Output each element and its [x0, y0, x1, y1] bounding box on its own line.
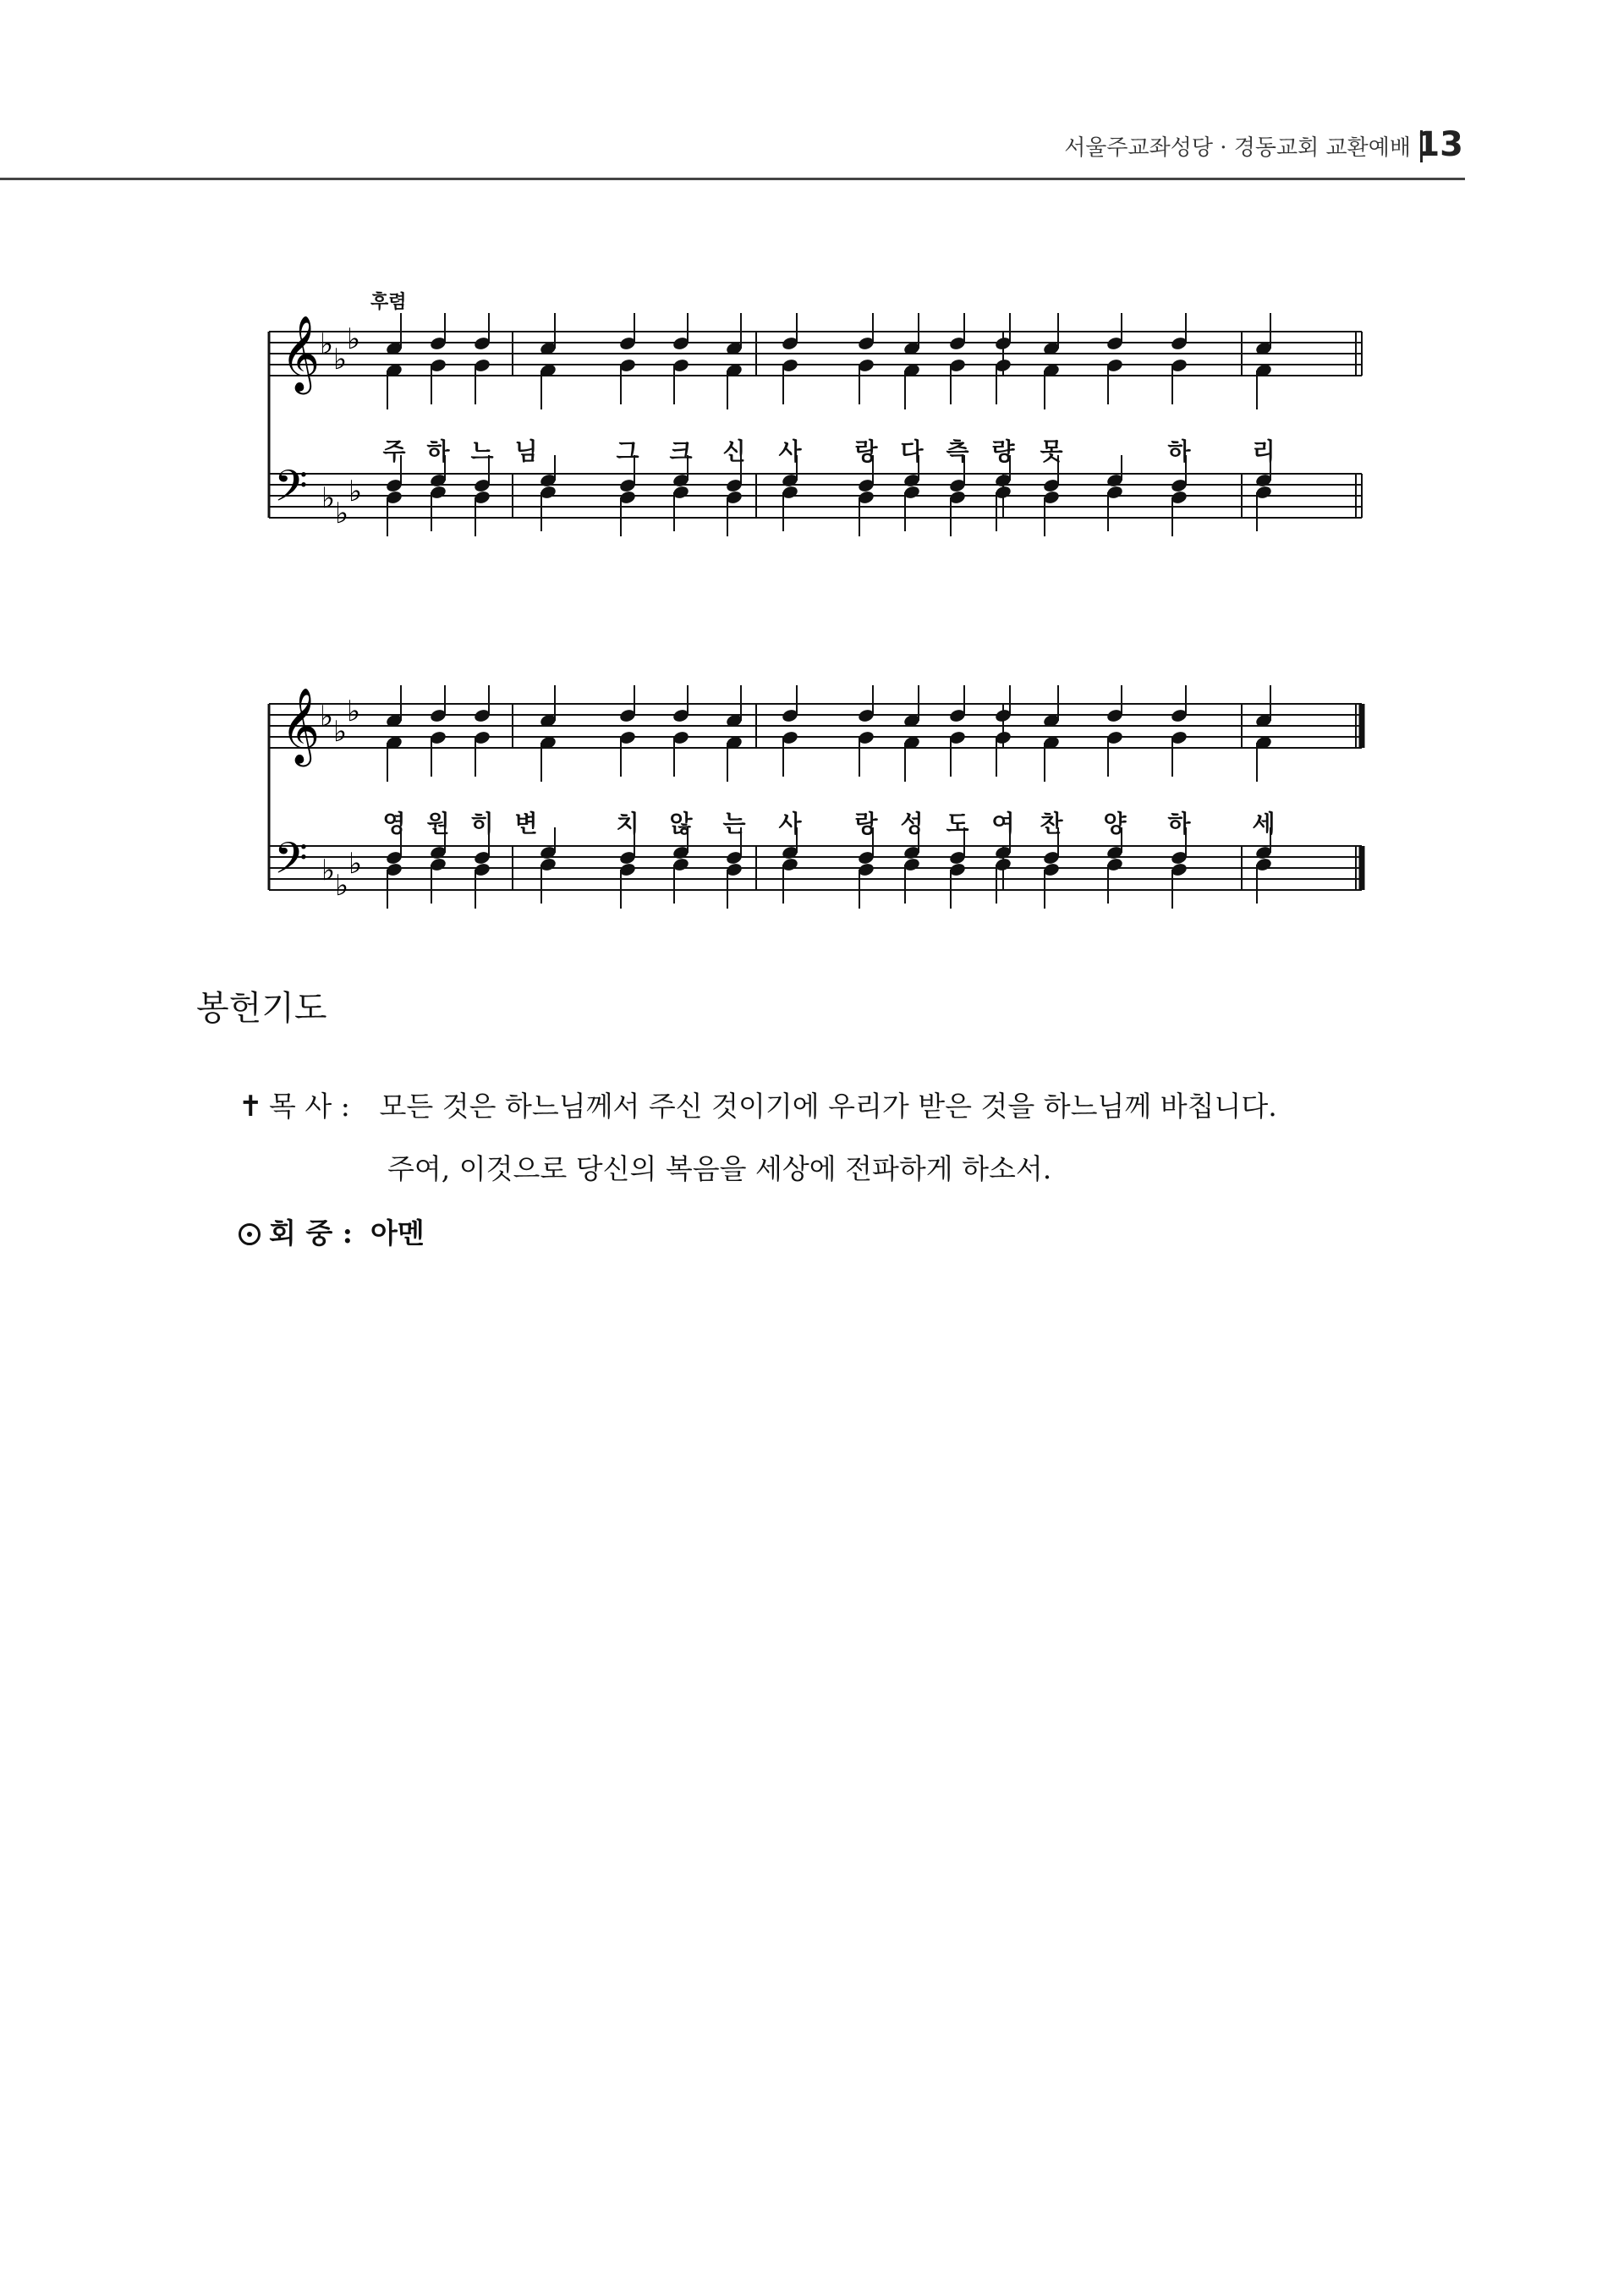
header-rule	[0, 178, 1465, 180]
refrain-label: 후렴	[370, 292, 407, 313]
flat-icon: ♭	[335, 497, 349, 530]
lyric-syllable: 사	[778, 437, 802, 465]
lyric-syllable: 리	[1252, 437, 1276, 465]
lyric-syllable: 세	[1252, 810, 1276, 838]
lyric-syllable: 주	[382, 437, 406, 465]
lyric-syllable: 영	[382, 810, 406, 838]
lyric-syllable: 랑	[854, 810, 878, 838]
lyric-syllable: 하	[1167, 437, 1191, 465]
pastor-role: 목 사 :	[269, 1090, 350, 1123]
pastor-line	[239, 1085, 1277, 1124]
flat-icon: ♭	[348, 847, 363, 881]
lyric-syllable: 여	[991, 810, 1015, 838]
lyric-syllable: 는	[722, 810, 746, 838]
flat-icon: ♭	[320, 327, 334, 361]
pastor-line-continued	[387, 1147, 1051, 1187]
flat-icon: ♭	[333, 343, 348, 376]
lyric-syllable: 다	[900, 437, 924, 465]
lyric-syllable: 성	[900, 810, 924, 838]
flat-icon: ♭	[320, 700, 334, 733]
flat-icon: ♭	[333, 715, 348, 749]
lyric-syllable: 량	[991, 437, 1015, 465]
score-system-2	[269, 660, 1385, 931]
lyric-syllable: 양	[1103, 810, 1127, 838]
pastor-text-1: 모든 것은 하느님께서 주신 것이기에 우리가 받은 것을 하느님께 바칩니다.	[379, 1090, 1277, 1123]
lyric-syllable: 랑	[854, 437, 878, 465]
lyric-syllable: 사	[778, 810, 802, 838]
flat-icon: ♭	[335, 869, 349, 903]
lyric-syllable: 크	[669, 437, 693, 465]
lyric-syllable: 히	[470, 810, 494, 838]
cross-icon: ✝	[239, 1090, 263, 1123]
page-header	[0, 125, 1465, 179]
flat-icon: ♭	[347, 322, 361, 356]
lyric-syllable: 하	[1167, 810, 1191, 838]
lyric-syllable: 그	[616, 437, 639, 465]
lyric-syllable: 측	[946, 437, 969, 465]
flat-icon: ♭	[347, 695, 361, 728]
bass-clef-icon: 𝄢	[274, 832, 308, 894]
lyric-syllable: 하	[426, 437, 450, 465]
lyric-syllable: 찬	[1040, 810, 1063, 838]
flat-icon: ♭	[348, 475, 363, 508]
score-staves-2	[269, 660, 1385, 931]
lyric-syllable: 님	[514, 437, 538, 465]
lyric-syllable: 않	[669, 810, 693, 838]
lyric-syllable: 못	[1040, 437, 1063, 465]
header-title: 서울주교좌성당 · 경동교회 교환예배	[1064, 135, 1411, 161]
score-system-1	[269, 288, 1385, 558]
treble-clef-icon: 𝄞	[281, 316, 321, 392]
pastor-text-2: 주여, 이것으로 당신의 복음을 세상에 전파하게 하소서.	[387, 1152, 1052, 1185]
bass-clef-icon: 𝄢	[274, 460, 308, 522]
flat-icon: ♭	[321, 854, 336, 887]
congregation-line	[239, 1211, 425, 1251]
lyric-syllable: 치	[616, 810, 639, 838]
page-number: 13	[1416, 125, 1463, 164]
treble-clef-icon: 𝄞	[281, 688, 321, 764]
score-staves-1	[269, 288, 1385, 558]
congregation-text: 아멘	[370, 1217, 425, 1250]
circle-dot-icon	[239, 1223, 261, 1245]
lyric-syllable: 도	[946, 810, 969, 838]
flat-icon: ♭	[321, 481, 336, 515]
lyric-syllable: 변	[514, 810, 538, 838]
congregation-role: 회 중 :	[269, 1217, 353, 1250]
lyric-syllable: 원	[426, 810, 450, 838]
lyric-syllable: 느	[470, 437, 494, 465]
section-title: 봉헌기도	[196, 989, 327, 1028]
lyric-syllable: 신	[722, 437, 746, 465]
